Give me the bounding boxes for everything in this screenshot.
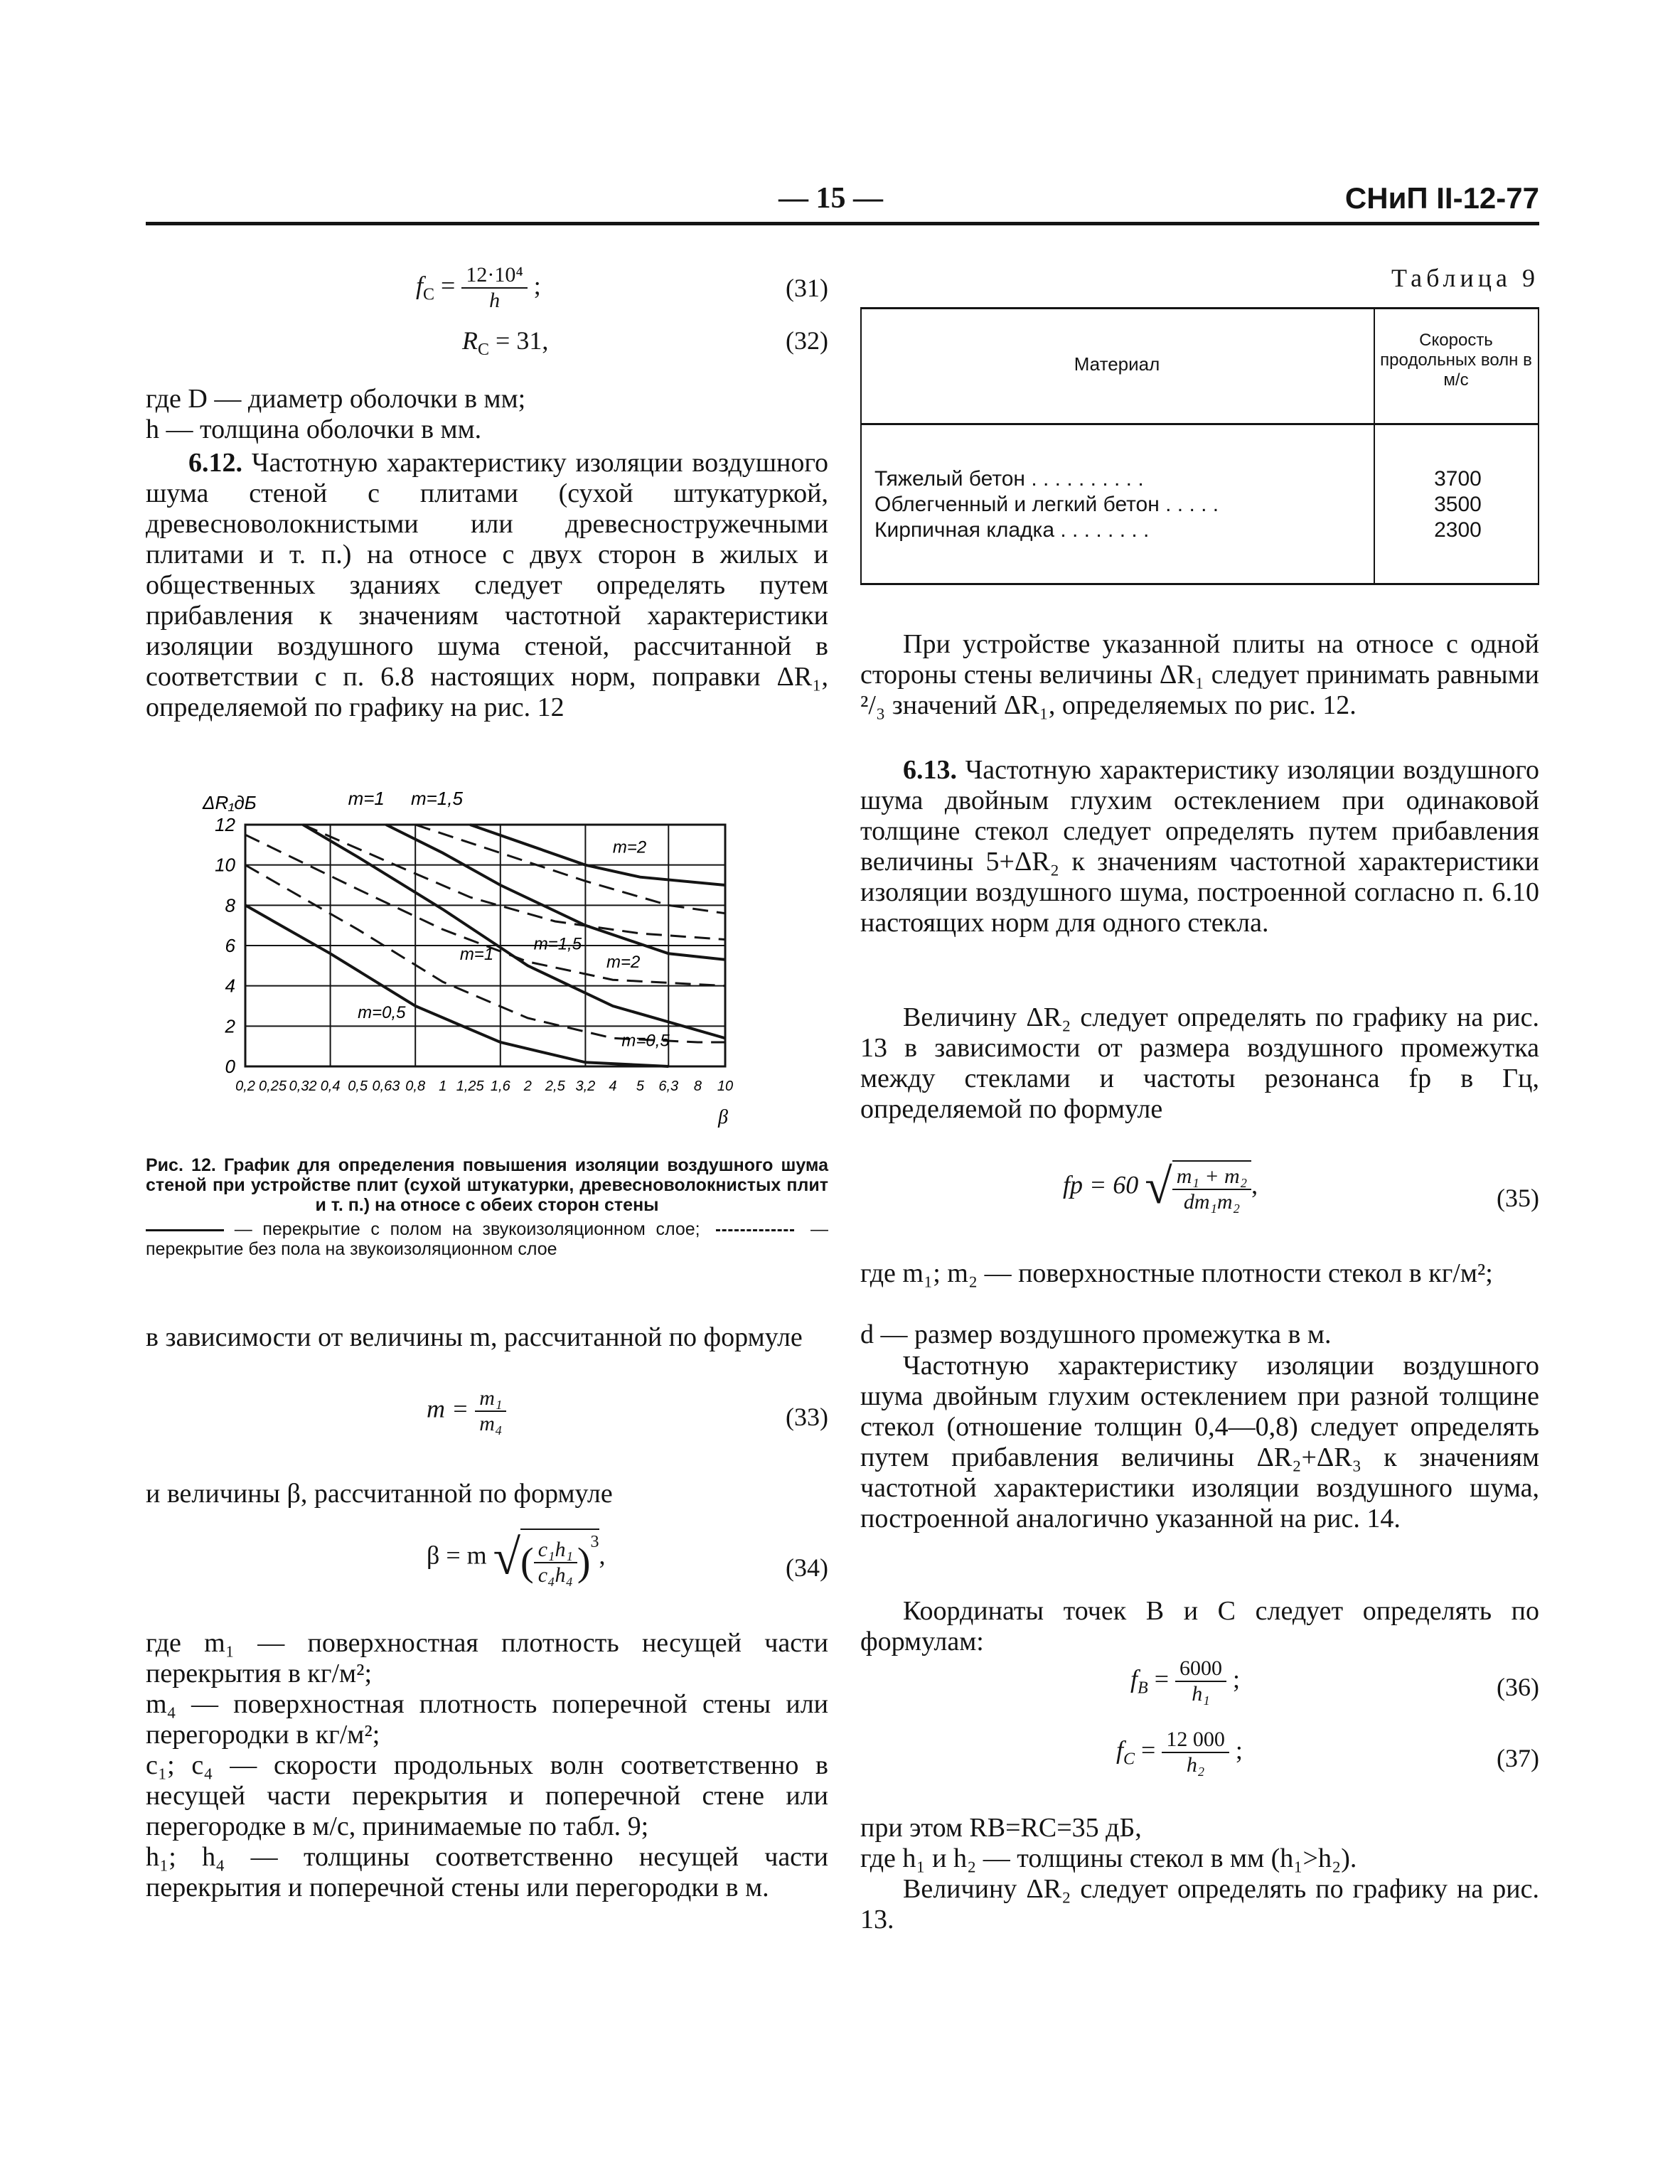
table-left-border xyxy=(860,309,862,583)
eq33-den: m₄ xyxy=(479,1412,503,1435)
curve-label: m=1 xyxy=(459,944,494,964)
page-number: — 15 — xyxy=(779,182,883,215)
table-row-1-speed: 3700 xyxy=(1434,467,1482,491)
eq33-num: m₁ xyxy=(475,1386,506,1412)
x-tick-label: 0,4 xyxy=(320,1078,341,1094)
legend-solid-line xyxy=(146,1229,224,1231)
beta-intro: и величины β, рассчитанной по формуле xyxy=(146,1479,613,1509)
table-header-material: Материал xyxy=(1074,353,1160,375)
where-h: h — толщина оболочки в мм. xyxy=(146,414,482,444)
eq35-num: m₁ + m₂ xyxy=(1172,1165,1251,1190)
figure-12-caption: Рис. 12. График для определения повышения изоляции воздушного шума стеной при устройстве плит (сухой штукатурки, древесноволокнистых плит и т. п.) на относе с обеих сторон стены xyxy=(146,1155,828,1215)
equation-35 xyxy=(1063,1159,1539,1237)
y-tick-label: 10 xyxy=(215,854,235,876)
section-number-6-12: 6.12. xyxy=(188,448,242,478)
x-tick-label: 8 xyxy=(693,1078,702,1094)
sqrt-sign-35: √ xyxy=(1145,1160,1172,1214)
paragraph-6-12-body: Частотную характеристику изоляции воздушного шума стеной с плитами (сухой штукатуркой, древесноволокнистыми или древесностружечными плитами и т. п.) на относе с двух сторон в жилых и общественных зданиях следует определять путем прибавления к значениям частотной характеристики изоляции воздушного шума стеной, рассчитанной в соответствии с п. 6.8 настоящих норм, поправки ΔR₁, определяемой по графику на рис. 12 xyxy=(146,448,828,722)
eq37-num: 12 000 xyxy=(1162,1728,1229,1753)
eq37-sub: C xyxy=(1123,1750,1135,1769)
definition-c1-c4: c₁; c₄ — скорости продольных волн соответственно в несущей части перекрытия и поперечной стене или перегородке в м/с, принимаемые по табл. 9; xyxy=(146,1750,828,1841)
paragraph-rb-rc: при этом RB=RC=35 дБ, xyxy=(860,1813,1142,1843)
eq37-tail: ; xyxy=(1235,1735,1243,1765)
eq35-den: dm₁m₂ xyxy=(1183,1190,1241,1214)
chart-figure-12 xyxy=(188,782,814,1145)
equation-31: $f_C$ = $\frac{\text{12·10⁴}}{h}$ ; (31) xyxy=(416,263,828,312)
y-tick-label: 6 xyxy=(225,935,235,956)
x-tick-label: 3,2 xyxy=(575,1078,596,1094)
equation-36: $f_B$ = $\frac{6000}{\text{h₁}}$ ; (36) xyxy=(1130,1656,1539,1706)
figure-12 xyxy=(188,782,814,1145)
equation-33 xyxy=(427,1386,828,1450)
x-axis-label: β xyxy=(718,1106,728,1128)
y-tick-label: 12 xyxy=(215,814,235,835)
curve-label: m=1,5 xyxy=(533,934,582,954)
eq31-tail: ; xyxy=(533,271,541,300)
where-m1-m2: где m₁; m₂ — поверхностные плотности стекол в кг/м²; xyxy=(860,1258,1493,1288)
x-tick-label: 2,5 xyxy=(545,1078,565,1094)
eq31-number: (31) xyxy=(786,274,828,302)
curve-label-top: m=1,5 xyxy=(410,788,463,809)
paragraph-after-table: При устройстве указанной плиты на относе с одной стороны стены величины ΔR₁ следует принимать равными ²/₃ значений ΔR₁, определяемых по рис. 12. xyxy=(860,629,1539,720)
paragraph-delta-r2: Величину ΔR₂ следует определять по графику на рис. 13 в зависимости от размера воздушного промежутка между стеклами и частоты резонанса fр в Гц, определяемой по формуле xyxy=(860,1002,1539,1124)
table-header-speed: Скорость продольных волн в м/с xyxy=(1380,331,1532,390)
definition-h1-h4: h₁; h₄ — толщины соответственно несущей части перекрытия и поперечной стены или перегородки в м. xyxy=(146,1842,828,1902)
paragraph-final: Величину ΔR₂ следует определять по графику на рис. 13. xyxy=(860,1874,1539,1934)
y-tick-label: 2 xyxy=(225,1015,235,1037)
eq36-num: 6000 xyxy=(1175,1656,1226,1682)
x-tick-label: 0,8 xyxy=(405,1078,426,1094)
eq37-lhs: f xyxy=(1116,1735,1124,1765)
x-tick-label: 0,5 xyxy=(348,1078,368,1094)
paragraph-6-12 xyxy=(146,448,828,723)
eq36-sub: B xyxy=(1138,1679,1148,1698)
x-tick-label: 1,6 xyxy=(490,1078,510,1094)
table-9-title: Таблица 9 xyxy=(1391,264,1539,292)
x-tick-label: 1,25 xyxy=(456,1078,484,1094)
x-tick-label: 0,63 xyxy=(372,1078,400,1094)
equation-32 xyxy=(462,326,828,361)
definitions-list xyxy=(146,1628,828,1903)
eq31-num: 12·10⁴ xyxy=(461,263,527,289)
eq37-number: (37) xyxy=(1497,1744,1539,1772)
series-line-dashed xyxy=(303,825,725,940)
eq35-lhs: fр = 60 xyxy=(1063,1170,1139,1199)
where-d: где D — диаметр оболочки в мм; xyxy=(146,384,526,414)
x-tick-label: 5 xyxy=(636,1078,644,1094)
eq34-num: c₁h₁ xyxy=(534,1538,577,1563)
x-tick-label: 2 xyxy=(523,1078,532,1094)
x-tick-label: 0,25 xyxy=(259,1078,287,1094)
eq34-number: (34) xyxy=(786,1553,828,1582)
eq35-number: (35) xyxy=(1497,1184,1539,1212)
paragraph-6-13 xyxy=(860,755,1539,938)
y-axis-label: ΔR₁дБ xyxy=(203,792,257,813)
eq35-tail: , xyxy=(1251,1170,1258,1199)
eq31-sub: C xyxy=(423,285,435,304)
eq33-lhs: m = xyxy=(427,1394,469,1423)
y-tick-label: 8 xyxy=(225,894,235,916)
eq32-rest: = 31, xyxy=(489,326,549,355)
figure-legend xyxy=(146,1219,828,1259)
eq36-den: h₁ xyxy=(1192,1682,1210,1706)
sqrt-sign: √ xyxy=(493,1530,521,1585)
eq33-number: (33) xyxy=(786,1403,828,1431)
curve-label: m=2 xyxy=(612,837,647,857)
legend-dashed-text: — перекрытие без пола на звукоизоляционном слое xyxy=(146,1219,829,1259)
x-tick-label: 6,3 xyxy=(658,1078,679,1094)
eq31-den: h xyxy=(489,289,501,312)
curve-label: m=0,5 xyxy=(621,1031,670,1051)
table-row-1-material: Тяжелый бетон . . . . . . . . . . xyxy=(874,467,1144,491)
x-tick-label: 10 xyxy=(717,1078,734,1094)
table-row-2-speed: 3500 xyxy=(1434,493,1482,516)
equation-37: $f_C$ = $\frac{12 000}{\text{h₂}}$ ; (37) xyxy=(1116,1728,1539,1777)
section-number-6-13: 6.13. xyxy=(903,755,957,785)
left-column xyxy=(146,242,828,2019)
eq36-tail: ; xyxy=(1233,1664,1241,1693)
equation-34: β = m √( $\frac{\text{c₁h₁}}{\text{c₄h₄}}$ )$^3$, (34) xyxy=(427,1529,828,1607)
x-tick-label: 4 xyxy=(609,1078,617,1094)
paragraph-6-13-body: Частотную характеристику изоляции воздушного шума двойным глухим остеклением при одинаковой толщине стекол следует определять путем прибавления величины 5+ΔR₂ к значениям частотной характеристики изоляции воздушного шума, построенной согласно п. 6.10 настоящих норм для одного стекла. xyxy=(860,755,1539,938)
eq34-den: c₄h₄ xyxy=(537,1563,573,1587)
where-d-gap: d — размер воздушного промежутка в м. xyxy=(860,1320,1332,1349)
eq31-lhs: f xyxy=(416,271,424,300)
paragraph-different-thickness: Частотную характеристику изоляции воздушного шума двойным глухим остеклением при разной толщине стекол (отношение толщин 0,4—0,8) следует определять путем прибавления величины ΔR₂+ΔR₃ к значениям частотной характеристики изоляции воздушного шума, построенной аналогично указанной на рис. 14. xyxy=(860,1351,1539,1533)
x-tick-label: 0,32 xyxy=(289,1078,317,1094)
x-tick-label: 1 xyxy=(439,1078,447,1094)
curve-label: m=0,5 xyxy=(358,1003,406,1022)
y-tick-label: 4 xyxy=(225,975,235,997)
definition-m4: m₄ — поверхностная плотность поперечной стены или перегородки в кг/м²; xyxy=(146,1689,828,1750)
eq32-number: (32) xyxy=(786,326,828,355)
document-code: СНиП II-12-77 xyxy=(1344,181,1539,215)
table-9 xyxy=(860,307,1539,585)
table-row-2-material: Облегченный и легкий бетон . . . . . xyxy=(874,493,1219,516)
y-tick-label: 0 xyxy=(225,1056,235,1077)
right-column xyxy=(860,242,1539,2019)
after-figure-text: в зависимости от величины m, рассчитанной по формуле xyxy=(146,1322,803,1352)
eq34-lhs: β = m xyxy=(427,1541,487,1570)
x-tick-label: 0,2 xyxy=(235,1078,255,1094)
table-row-3-material: Кирпичная кладка . . . . . . . . xyxy=(874,518,1150,542)
table-row-3-speed: 2300 xyxy=(1434,518,1482,542)
eq36-number: (36) xyxy=(1497,1673,1539,1701)
paragraph-h1-h2: где h₁ и h₂ — толщины стекол в мм (h₁>h₂). xyxy=(860,1843,1357,1873)
paragraph-coordinates: Координаты точек B и C следует определять по формулам: xyxy=(860,1596,1539,1656)
eq36-lhs: f xyxy=(1130,1664,1138,1693)
legend-dashed-line xyxy=(716,1229,794,1231)
legend-solid-text: — перекрытие с полом на звукоизоляционном слое; xyxy=(234,1219,700,1239)
table-right-border xyxy=(1538,309,1539,583)
eq34-power: 3 xyxy=(590,1533,599,1551)
header-rule xyxy=(146,222,1539,225)
eq32-sub: C xyxy=(478,341,490,360)
curve-label: m=2 xyxy=(606,953,641,973)
curve-label-top: m=1 xyxy=(348,788,385,809)
table-head-rule xyxy=(860,423,1539,425)
eq32-lhs: R xyxy=(462,326,478,355)
table-col-divider xyxy=(1374,309,1375,583)
series-line-dashed xyxy=(415,825,725,914)
definition-m1: где m₁ — поверхностная плотность несущей части перекрытия в кг/м²; xyxy=(146,1628,828,1688)
eq37-den: h₂ xyxy=(1186,1753,1205,1777)
